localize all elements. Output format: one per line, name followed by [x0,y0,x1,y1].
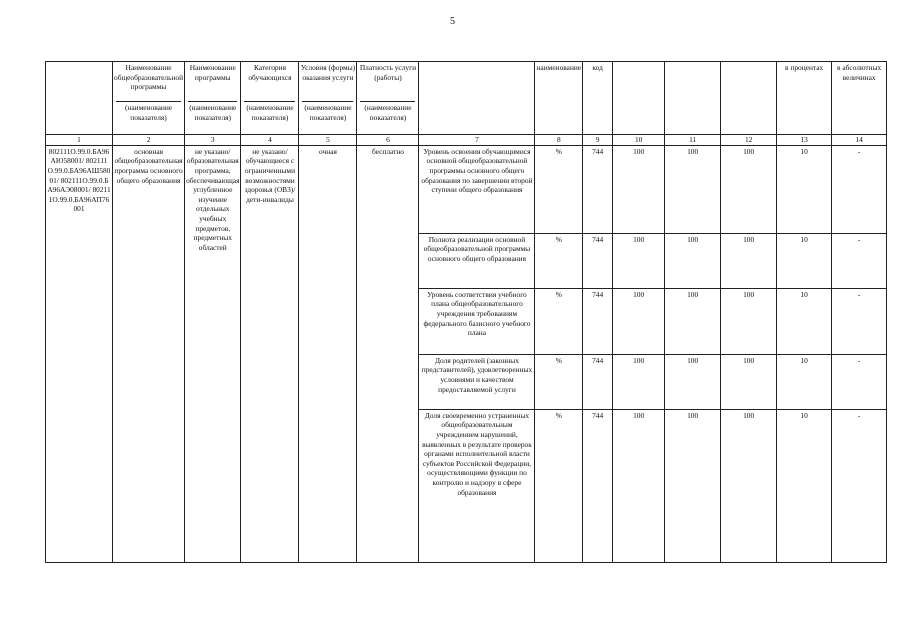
deviation-percent: 10 [777,354,832,409]
unit: % [535,233,583,288]
deviation-absolute: - [832,145,887,233]
value-12: 100 [721,409,777,562]
col-number: 8 [535,135,583,146]
col-number: 7 [419,135,535,146]
col-number: 14 [832,135,887,146]
col-number: 13 [777,135,832,146]
header-row [46,62,887,135]
col-number: 3 [185,135,241,146]
value-10: 100 [613,288,665,354]
value-12: 100 [721,145,777,233]
header-col2: Наименование общеобразовательной программы (наименование показателя) [113,62,185,135]
indicator-name: Уровень соответствия учебного плана общеобразовательного учреждения требованиям федерального базисного учебного плана [419,288,535,354]
deviation-absolute: - [832,354,887,409]
header-col4: Категория обучающихся (наименование показателя) [241,62,299,135]
indicator-name: Доля родителей (законных представителей), удовлетворенных условиями и качеством предоставляемой услуги [419,354,535,409]
unit-code: 744 [583,288,613,354]
unit: % [535,145,583,233]
value-11: 100 [665,409,721,562]
indicator-name: Доля своевременно устраненных общеобразовательным учреждением нарушений, выявленных в результате проверок органами исполнительной власти субъектов Российской Федерации, осуществляющими функции по контролю и надзору в сфере образования [419,409,535,562]
indicator-name: Уровень освоения обучающимися основной общеобразовательной программы основного общего образования по завершении второй ступени общего образования [419,145,535,233]
header-col3: Наименование программы (наименование показателя) [185,62,241,135]
value-10: 100 [613,409,665,562]
col-number: 4 [241,135,299,146]
value-10: 100 [613,354,665,409]
deviation-percent: 10 [777,233,832,288]
unit-code: 744 [583,233,613,288]
header-col14: в абсолютных величинах [832,62,887,135]
unit-code: 744 [583,409,613,562]
program-type: основная общеобразовательная программа основного общего образования [113,145,185,562]
deviation-percent: 10 [777,145,832,233]
unit: % [535,409,583,562]
deviation-absolute: - [832,409,887,562]
column-number-row [46,135,887,146]
value-11: 100 [665,145,721,233]
unit-code: 744 [583,354,613,409]
deviation-percent: 10 [777,288,832,354]
deviation-absolute: - [832,233,887,288]
value-10: 100 [613,145,665,233]
header-col13: в процентах [777,62,832,135]
col-number: 1 [46,135,113,146]
header-col12 [721,62,777,135]
header-col8: наименование [535,62,583,135]
col-number: 9 [583,135,613,146]
service-fee: бесплатно [357,145,419,562]
unit: % [535,288,583,354]
unit: % [535,354,583,409]
col-number: 6 [357,135,419,146]
value-12: 100 [721,233,777,288]
indicator-name: Полнота реализации основной общеобразовательной программы основного общего образования [419,233,535,288]
col-number: 2 [113,135,185,146]
header-col6: Платность услуги (работы) (наименование показателя) [357,62,419,135]
deviation-percent: 10 [777,409,832,562]
value-11: 100 [665,288,721,354]
header-col10 [613,62,665,135]
unit-code: 744 [583,145,613,233]
col-number: 12 [721,135,777,146]
value-12: 100 [721,354,777,409]
service-form: очная [299,145,357,562]
page-number: 5 [450,16,455,27]
value-10: 100 [613,233,665,288]
value-12: 100 [721,288,777,354]
header-col7 [419,62,535,135]
program-name: не указано/ образовательная программа, обеспечивающая углубленное изучение отдельных учебных предметов, предметных областей [185,145,241,562]
student-category: не указано/ обучающиеся с ограниченными возможностями здоровья (ОВЗ)/ дети-инвалиды [241,145,299,562]
header-col5: Условия (формы) оказания услуги (наименование показателя) [299,62,357,135]
col-number: 11 [665,135,721,146]
header-col9: код [583,62,613,135]
header-col1 [46,62,113,135]
col-number: 5 [299,135,357,146]
header-col11 [665,62,721,135]
deviation-absolute: - [832,288,887,354]
registry-codes: 802111О.99.0.БА96АЮ58001/ 802111О.99.0.БА96АШ58001/ 802111О.99.0.БА96АЭ08001/ 802111О.99.0.БА96АП76001 [46,145,113,562]
value-11: 100 [665,354,721,409]
col-number: 10 [613,135,665,146]
value-11: 100 [665,233,721,288]
table-row [46,145,887,233]
indicators-table [45,61,887,563]
